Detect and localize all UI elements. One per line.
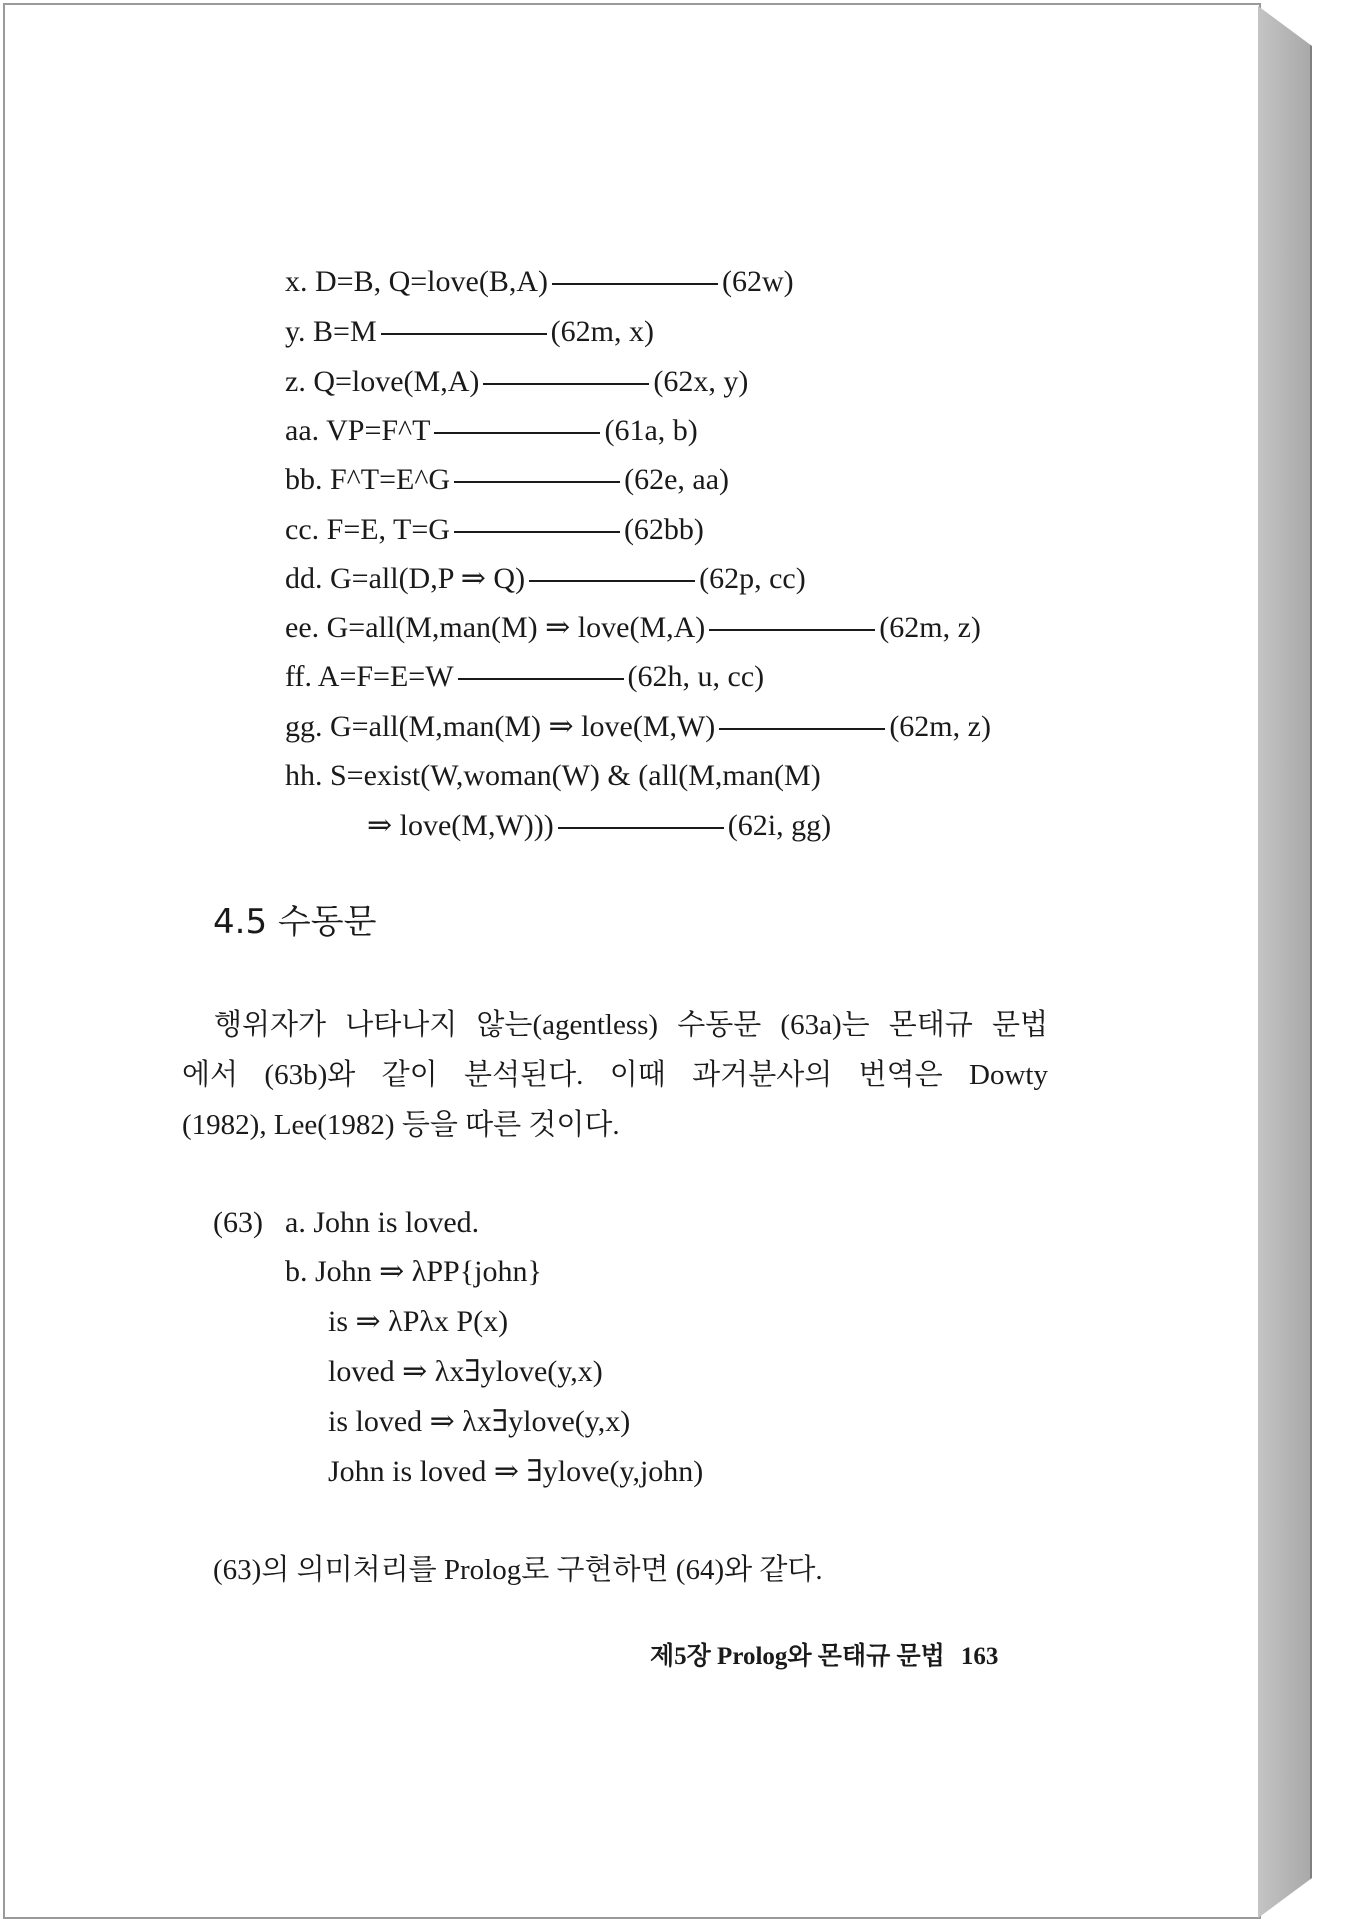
paragraph-line: 에서 (63b)와 같이 분석된다. 이때 과거분사의 번역은 Dowty	[182, 1059, 1048, 1091]
derivation-formula: gg. G=all(M,man(M) ⇒ love(M,W)	[285, 710, 716, 743]
derivation-line-x	[285, 262, 794, 302]
derivation-formula: cc. F=E, T=G	[285, 513, 450, 546]
derivation-rule	[458, 678, 624, 680]
running-footer	[650, 1640, 998, 1674]
chapter-title: 제5장 Prolog와 몬태규 문법	[650, 1643, 945, 1670]
derivation-line-cc	[285, 510, 704, 550]
page-edge-shadow	[1258, 6, 1312, 1918]
paragraph-line: (1982), Lee(1982) 등을 따른 것이다.	[182, 1109, 620, 1141]
derivation-rule	[552, 283, 718, 285]
derivation-formula: ⇒ love(M,W)))	[367, 809, 554, 842]
derivation-rule	[558, 827, 724, 829]
derivation-rule	[709, 629, 875, 631]
derivation-formula: aa. VP=F^T	[285, 414, 431, 447]
paragraph-line: 행위자가 나타나지 않는(agentless) 수동문 (63a)는 몬태규 문법	[214, 1009, 1048, 1041]
derivation-line-z	[285, 362, 748, 402]
derivation-ref: (62i, gg)	[727, 809, 832, 842]
derivation-line-aa	[285, 411, 698, 451]
derivation-ref: (62x, y)	[653, 365, 749, 398]
derivation-ref: (62m, z)	[889, 710, 991, 743]
paragraph-intro	[182, 1000, 1048, 1150]
derivation-rule	[719, 728, 885, 730]
example-item-a: a. John is loved.	[285, 1206, 480, 1239]
derivation-ref: (62m, z)	[879, 611, 981, 644]
derivation-formula: y. B=M	[285, 315, 377, 348]
derivation-ref: (62m, x)	[550, 315, 654, 348]
example-line: is loved ⇒ λx∃ylove(y,x)	[328, 1405, 631, 1438]
derivation-line-gg	[285, 707, 991, 747]
derivation-line-y	[285, 312, 654, 352]
derivation-ref: (62w)	[721, 265, 794, 298]
derivation-rule	[454, 481, 620, 483]
example-line: is ⇒ λPλx P(x)	[328, 1305, 509, 1338]
derivation-ref: (62bb)	[623, 513, 704, 546]
derivation-formula: hh. S=exist(W,woman(W) & (all(M,man(M)	[285, 759, 821, 792]
derivation-ref: (62p, cc)	[699, 562, 806, 595]
derivation-rule	[529, 580, 695, 582]
derivation-rule	[454, 531, 620, 533]
derivation-ref: (62e, aa)	[624, 463, 730, 496]
section-heading	[213, 900, 376, 944]
derivation-line-hh-cont	[367, 806, 831, 846]
derivation-ref: (61a, b)	[604, 414, 698, 447]
derivation-line-ff	[285, 657, 764, 697]
section-number: 4.5	[213, 902, 268, 942]
derivation-line-bb	[285, 460, 729, 500]
derivation-formula: bb. F^T=E^G	[285, 463, 451, 496]
page-number: 163	[960, 1643, 999, 1670]
derivation-ref: (62h, u, cc)	[627, 660, 765, 693]
example-line: loved ⇒ λx∃ylove(y,x)	[328, 1355, 603, 1388]
derivation-formula: ee. G=all(M,man(M) ⇒ love(M,A)	[285, 611, 706, 644]
derivation-line-hh	[285, 756, 821, 796]
section-title: 수동문	[277, 902, 377, 942]
example-line: John is loved ⇒ ∃ylove(y,john)	[328, 1455, 704, 1488]
derivation-formula: z. Q=love(M,A)	[285, 365, 480, 398]
derivation-line-ee	[285, 608, 981, 648]
derivation-rule	[434, 432, 600, 434]
derivation-formula: ff. A=F=E=W	[285, 660, 454, 693]
derivation-line-dd	[285, 559, 806, 599]
derivation-rule	[483, 383, 649, 385]
derivation-formula: dd. G=all(D,P ⇒ Q)	[285, 562, 526, 595]
paragraph-conclusion: (63)의 의미처리를 Prolog로 구현하면 (64)와 같다.	[213, 1554, 823, 1586]
example-item-b: b. John ⇒ λPP{john}	[285, 1255, 542, 1288]
derivation-formula: x. D=B, Q=love(B,A)	[285, 265, 548, 298]
derivation-rule	[381, 333, 547, 335]
example-label: (63)	[213, 1206, 263, 1239]
